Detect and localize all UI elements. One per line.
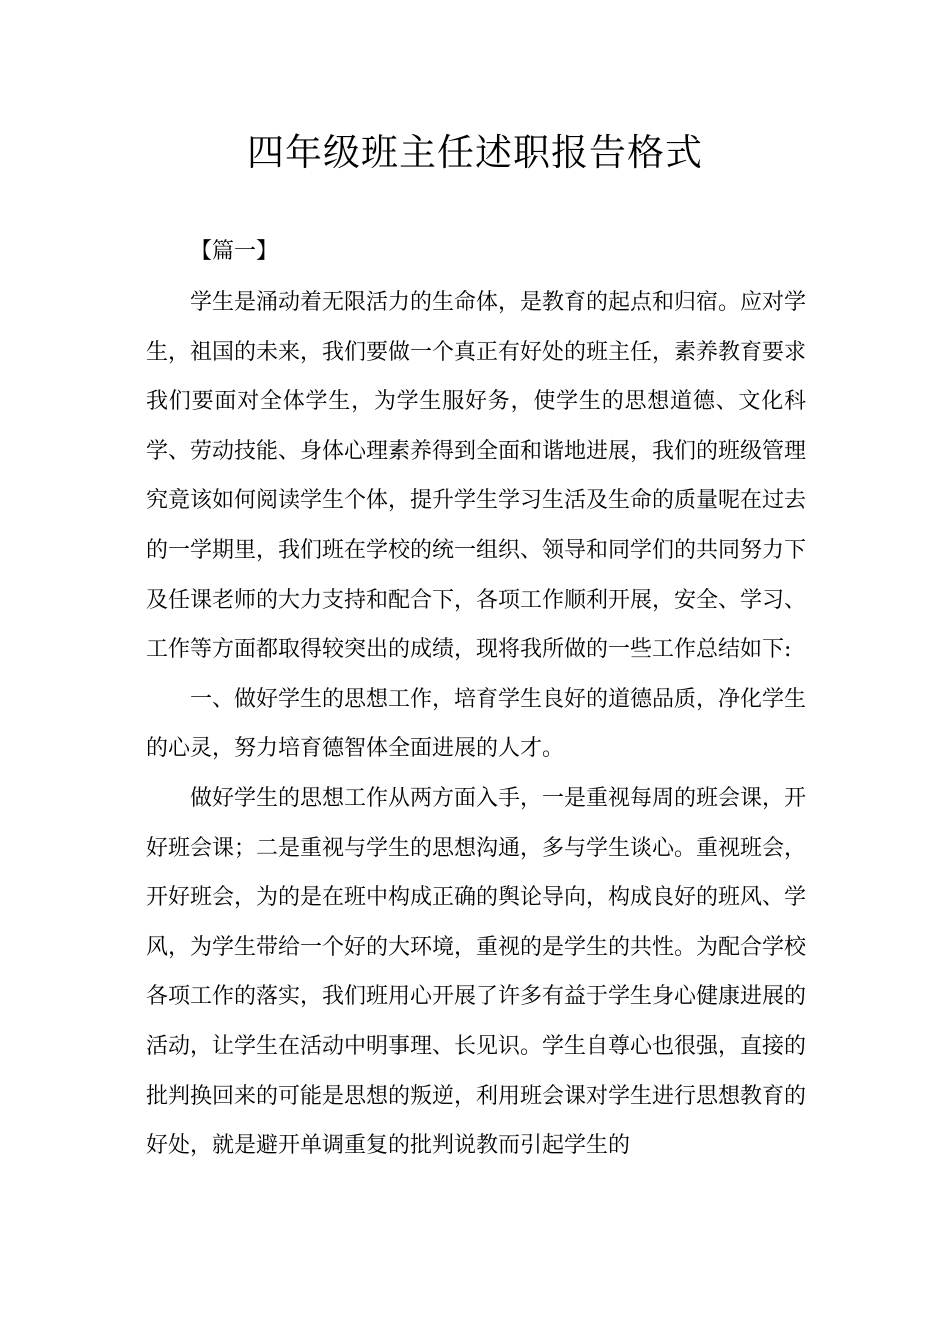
body-paragraph: 一、做好学生的思想工作，培育学生良好的道德品质，净化学生的心灵，努力培育德智体全面进展的人才。 xyxy=(146,686,807,762)
body-paragraph: 学生是涌动着无限活力的生命体，是教育的起点和归宿。应对学生，祖国的未来，我们要做一个真正有好处的班主任，素养教育要求我们要面对全体学生，为学生服好务，使学生的思想道德、文化科学、劳动技能、身体心理素养得到全面和谐地进展，我们的班级管理究竟该如何阅读学生个体，提升学生学习生活及生命的质量呢在过去的一学期里，我们班在学校的统一组织、领导和同学们的共同努力下及任课老师的大力支持和配合下，各项工作顺利开展，安全、学习、工作等方面都取得较突出的成绩，现将我所做的一些工作总结如下: xyxy=(146,290,807,663)
document-title: 四年级班主任述职报告格式 xyxy=(247,131,703,174)
section-label: 【篇一】 xyxy=(190,239,279,264)
document-body xyxy=(146,278,806,1171)
body-paragraph: 做好学生的思想工作从两方面入手，一是重视每周的班会课，开好班会课；二是重视与学生的思想沟通，多与学生谈心。重视班会，开好班会，为的是在班中构成正确的舆论导向，构成良好的班风、学风，为学生带给一个好的大环境，重视的是学生的共性。为配合学校各项工作的落实，我们班用心开展了许多有益于学生身心健康进展的活动，让学生在活动中明事理、长见识。学生自尊心也很强，直接的批判换回来的可能是思想的叛逆，利用班会课对学生进行思想教育的好处，就是避开单调重复的批判说教而引起学生的 xyxy=(146,785,807,1159)
